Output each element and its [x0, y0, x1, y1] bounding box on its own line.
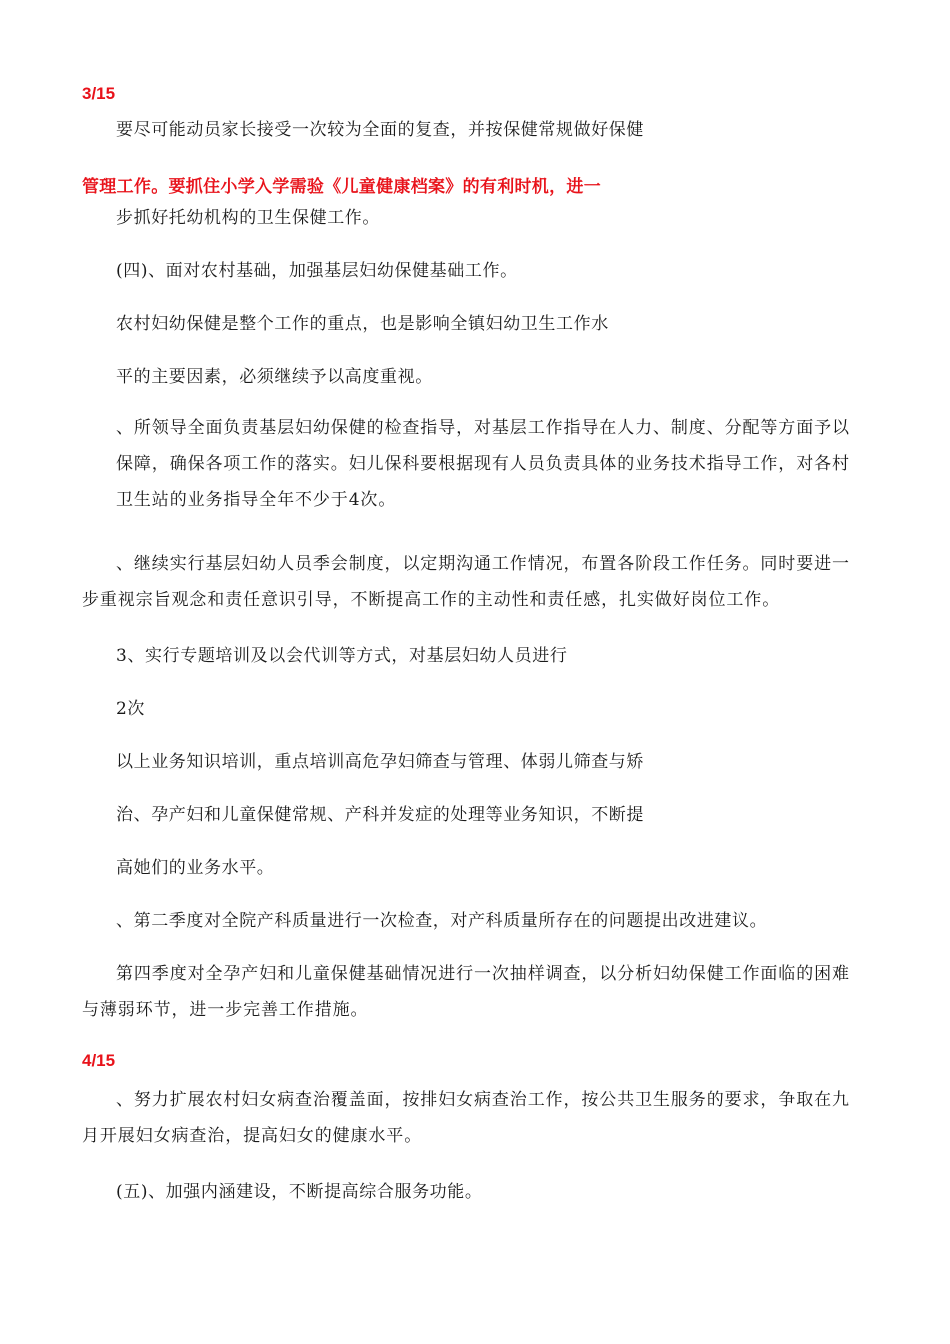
paragraph-line: 要尽可能动员家长接受一次较为全面的复查，并按保健常规做好保健 [116, 120, 644, 140]
paragraph-line: 以上业务知识培训，重点培训高危孕妇筛查与管理、体弱儿筛查与矫 [116, 752, 644, 772]
paragraph-block [82, 956, 860, 1028]
section-heading-4: (四)、面对农村基础，加强基层妇幼保健基础工作。 [116, 261, 518, 281]
paragraph-line: 、第二季度对全院产科质量进行一次检查，对产科质量所存在的问题提出改进建议。 [116, 911, 768, 931]
page-marker-4: 4/15 [82, 1051, 116, 1070]
paragraph-line: 2次 [116, 699, 146, 719]
paragraph-text: 、所领导全面负责基层妇幼保健的检查指导，对基层工作指导在人力、制度、分配等方面予以保障，确保各项工作的落实。妇儿保科要根据现有人员负责具体的业务技术指导工作，对各村卫生站的业务指导全年不少于4次。 [116, 418, 850, 510]
paragraph-text: 第四季度对全孕产妇和儿童保健基础情况进行一次抽样调查，以分析妇幼保健工作面临的困难与薄弱环节，进一步完善工作措施。 [82, 964, 850, 1020]
paragraph-line: 治、孕产妇和儿童保健常规、产科并发症的处理等业务知识，不断提 [116, 805, 644, 825]
paragraph-text: 、努力扩展农村妇女病查治覆盖面，按排妇女病查治工作，按公共卫生服务的要求，争取在九月开展妇女病查治，提高妇女的健康水平。 [82, 1090, 850, 1146]
section-heading-5: (五)、加强内涵建设，不断提高综合服务功能。 [116, 1182, 483, 1202]
paragraph-line: 平的主要因素，必须继续予以高度重视。 [116, 367, 433, 387]
paragraph-line: 3、实行专题培训及以会代训等方式，对基层妇幼人员进行 [116, 646, 568, 666]
paragraph-text: 、继续实行基层妇幼人员季会制度，以定期沟通工作情况，布置各阶段工作任务。同时要进一步重视宗旨观念和责任意识引导，不断提高工作的主动性和责任感，扎实做好岗位工作。 [82, 554, 850, 610]
paragraph-block [82, 546, 860, 618]
page-marker-3: 3/15 [82, 84, 116, 103]
paragraph-line: 步抓好托幼机构的卫生保健工作。 [116, 208, 380, 228]
paragraph-block [116, 410, 860, 518]
paragraph-block [82, 1082, 860, 1154]
paragraph-line: 高她们的业务水平。 [116, 858, 275, 878]
paragraph-line: 农村妇幼保健是整个工作的重点，也是影响全镇妇幼卫生工作水 [116, 314, 609, 334]
highlighted-line: 管理工作。要抓住小学入学需验《儿童健康档案》的有利时机，进一 [82, 177, 601, 197]
